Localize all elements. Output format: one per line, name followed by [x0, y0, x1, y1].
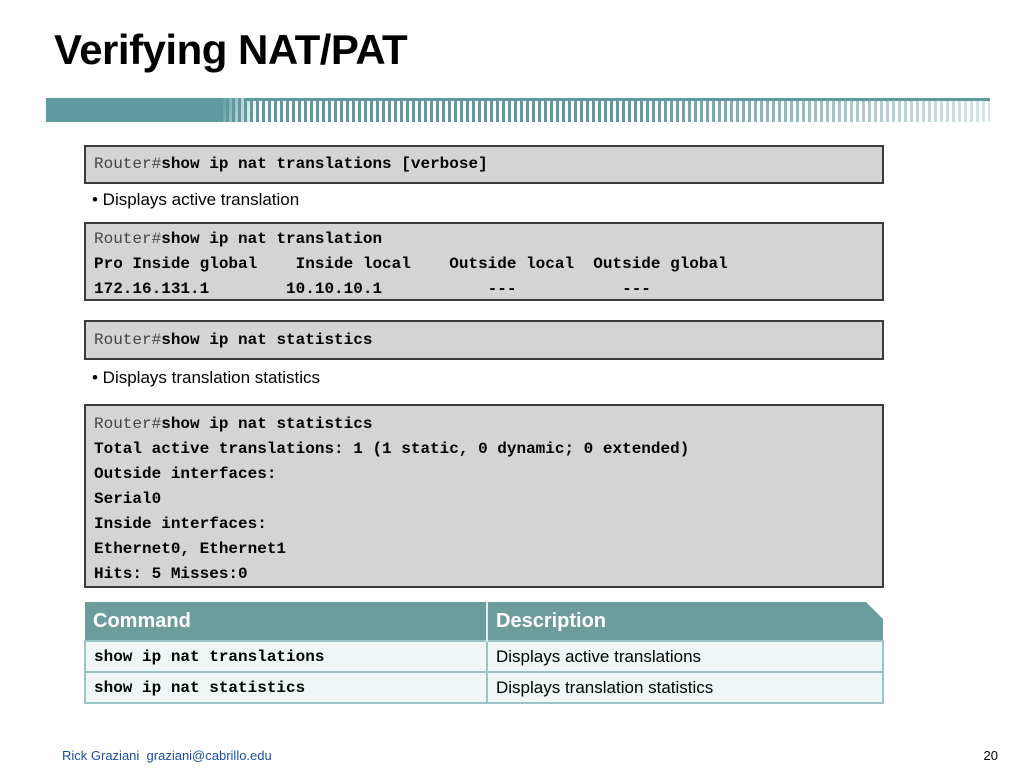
table-corner-cut: [866, 602, 884, 620]
table-header-row: [85, 602, 883, 641]
cli-prompt: Router#: [94, 230, 162, 248]
command-cell: show ip nat translations: [85, 641, 487, 672]
cli-command-line: [94, 152, 874, 177]
column-header-description: Description: [496, 609, 607, 632]
cli-command-line: [94, 412, 874, 437]
cli-output-line: Outside interfaces:: [94, 465, 277, 483]
cli-command: show ip nat statistics: [161, 331, 373, 349]
cli-command-line: [94, 328, 874, 353]
column-header-command: Command: [85, 602, 487, 641]
cli-box-translations-verbose: [84, 145, 884, 184]
cli-output-header: Pro Inside global Inside local Outside local Outside global: [94, 255, 728, 273]
bullet-translation-statistics: • Displays translation statistics: [92, 368, 320, 387]
cli-output-line: Inside interfaces:: [94, 515, 267, 533]
cli-command: show ip nat translations [verbose]: [161, 155, 488, 173]
cli-prompt: Router#: [94, 331, 162, 349]
cli-box-statistics-output: [84, 404, 884, 588]
slide-title: Verifying NAT/PAT: [54, 26, 408, 73]
command-cell: show ip nat statistics: [85, 672, 487, 703]
cli-output-line: Serial0: [94, 490, 162, 508]
cli-box-statistics: [84, 320, 884, 360]
footer-author: Rick Graziani: [62, 748, 140, 763]
footer-credit: [62, 748, 272, 763]
divider-top-line: [246, 98, 990, 101]
cli-output-row: 172.16.131.1 10.10.10.1 --- ---: [94, 280, 651, 298]
divider-stripes: [196, 98, 990, 122]
description-cell: Displays translation statistics: [487, 672, 883, 703]
table-row: [85, 641, 883, 672]
cli-output-line: Hits: 5 Misses:0: [94, 565, 248, 583]
description-cell: Displays active translations: [487, 641, 883, 672]
footer-email: graziani@cabrillo.edu: [146, 748, 272, 763]
cli-box-translation-output: [84, 222, 884, 301]
page-number: 20: [983, 748, 998, 763]
cli-prompt: Router#: [94, 155, 162, 173]
command-reference-table: [84, 602, 884, 704]
cli-prompt: Router#: [94, 415, 162, 433]
divider-solid-block: [46, 98, 206, 122]
cli-command: show ip nat statistics: [161, 415, 373, 433]
bullet-active-translation: • Displays active translation: [92, 190, 300, 209]
table-row: [85, 672, 883, 703]
cli-output-line: Total active translations: 1 (1 static, 0 dynamic; 0 extended): [94, 440, 690, 458]
cli-output-line: Ethernet0, Ethernet1: [94, 540, 287, 558]
cli-command: show ip nat translation: [161, 230, 383, 248]
divider-wedge: [196, 98, 256, 122]
cli-command-line: [94, 227, 874, 252]
decorative-divider: [46, 98, 990, 122]
